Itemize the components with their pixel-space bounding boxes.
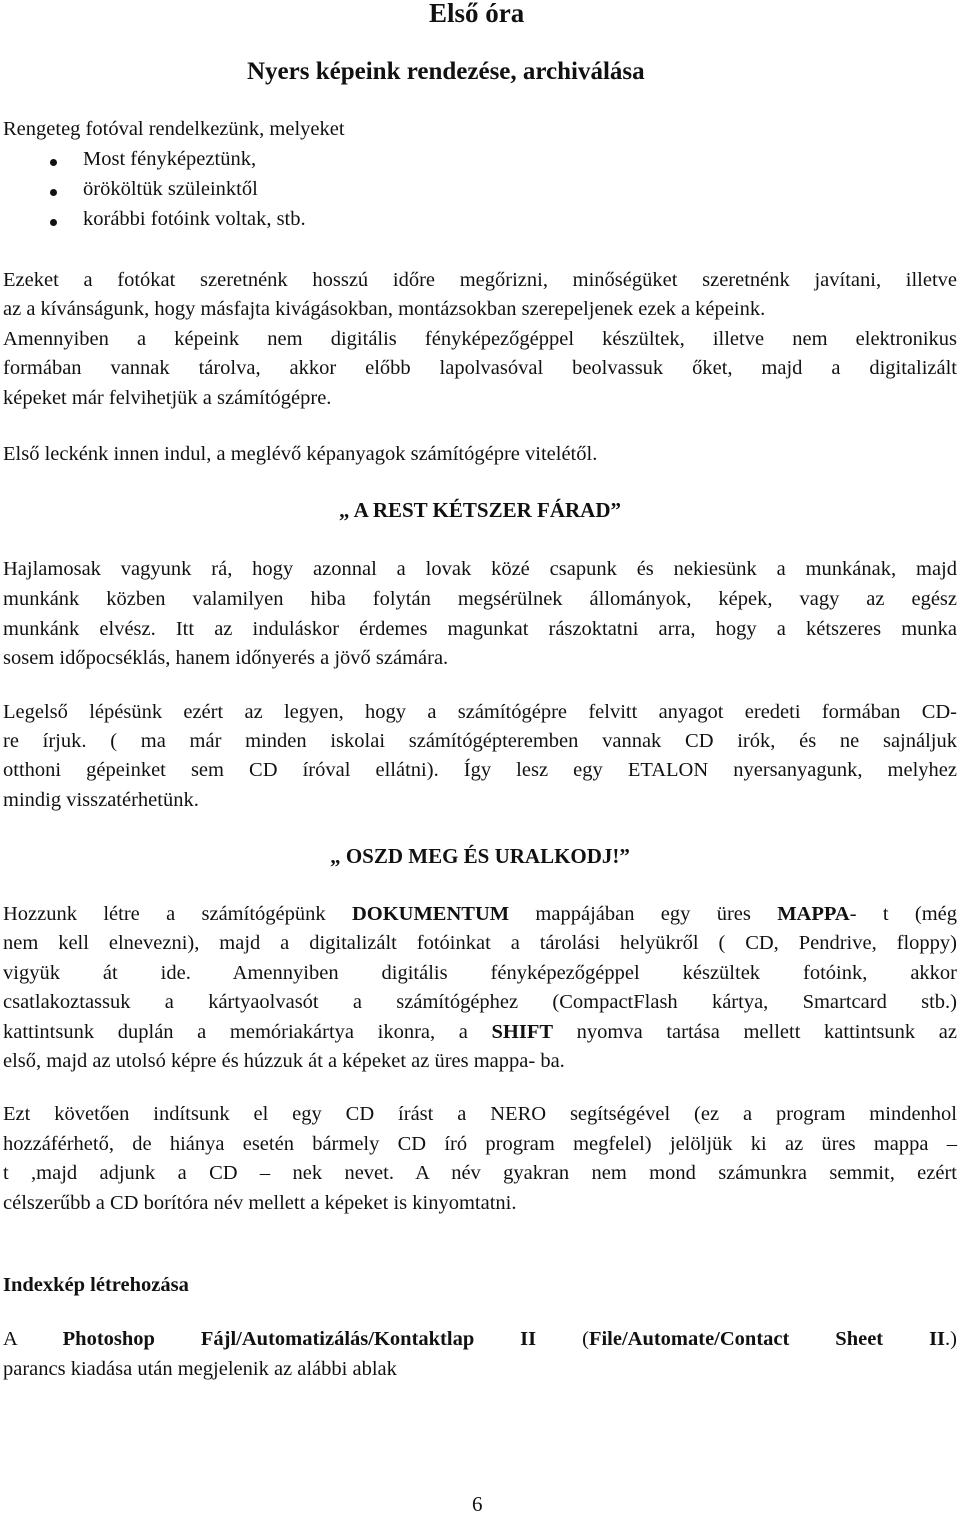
paragraph-line: re írjuk. ( ma már minden iskolai számítógépteremben vannak CD irók, és ne sajnáljuk xyxy=(3,730,957,752)
paragraph-line: az a kívánságunk, hogy másfajta kivágásokban, montázsokban szerepeljenek ezek a képeink. xyxy=(3,298,766,320)
motto-heading: „ A REST KÉTSZER FÁRAD” xyxy=(338,498,622,522)
paragraph-line: t ,majd adjunk a CD – nek nevet. A név gyakran nem mond számunkra semmit, ezért xyxy=(3,1162,957,1184)
paragraph-line: mindig visszatérhetünk. xyxy=(3,789,199,811)
intro-text: Rengeteg fotóval rendelkezünk, melyeket xyxy=(3,118,345,140)
paragraph-line: első, majd az utolsó képre és húzzuk át a képeket az üres mappa- ba. xyxy=(3,1050,565,1072)
paragraph-line: Ezeket a fotókat szeretnénk hosszú időre megőrizni, minőségüket szeretnénk javítani, illetve xyxy=(3,269,957,291)
section-heading: Indexkép létrehozása xyxy=(3,1274,189,1296)
paragraph-line: Ezt követően indítsunk el egy CD írást a NERO segítségével (ez a program mindenhol xyxy=(3,1103,957,1125)
bold-term: Photoshop Fájl/Automatizálás/Kontaktlap II xyxy=(62,1328,537,1350)
bullet-icon xyxy=(50,219,57,226)
bullet-icon xyxy=(50,159,57,166)
paragraph-line: vigyük át ide. Amennyiben digitális fényképezőgéppel készültek fotóink, akkor xyxy=(3,962,957,984)
bold-term: File/Automate/Contact Sheet II xyxy=(588,1328,946,1350)
list-item: örököltük szüleinktől xyxy=(83,178,258,200)
list-item: Most fényképeztünk, xyxy=(83,148,257,170)
paragraph-line: nem kell elnevezni), majd a digitalizált fotóinkat a tárolási helyükről ( CD, Pendrive, floppy) xyxy=(3,932,957,954)
paragraph-line: A Photoshop Fájl/Automatizálás/Kontaktlap II (File/Automate/Contact Sheet II.) xyxy=(3,1328,957,1350)
paragraph-line: formában vannak tárolva, akkor előbb lapolvasóval beolvassuk őket, majd a digitalizált xyxy=(3,357,957,379)
paragraph-line: kattintsunk duplán a memóriakártya ikonra, a SHIFT nyomva tartása mellett kattintsunk az xyxy=(3,1021,957,1043)
bullet-icon xyxy=(50,189,57,196)
paragraph-line: munkánk közben valamilyen hiba folytán megsérülnek állományok, képek, vagy az egész xyxy=(3,588,957,610)
list-item: korábbi fotóink voltak, stb. xyxy=(83,208,306,230)
paragraph-line: munkánk elvész. Itt az induláskor érdemes magunkat rászoktatni arra, hogy a kétszeres munka xyxy=(3,618,957,640)
paragraph-line: hozzáférhető, de hiánya esetén bármely CD író program megfelel) jelöljük ki az üres mappa – xyxy=(3,1133,957,1155)
paragraph-line: parancs kiadása után megjelenik az alábbi ablak xyxy=(3,1358,397,1380)
paragraph-line: Első leckénk innen indul, a meglévő képanyagok számítógépre vitelétől. xyxy=(3,443,598,465)
paragraph-line: sosem időpocséklás, hanem időnyerés a jövő számára. xyxy=(3,647,449,669)
paragraph-line: célszerűbb a CD borítóra név mellett a képeket is kinyomtatni. xyxy=(3,1192,517,1214)
paragraph-line: Hajlamosak vagyunk rá, hogy azonnal a lovak közé csapunk és nekiesünk a munkának, majd xyxy=(3,558,957,580)
paragraph-line: Amennyiben a képeink nem digitális fényképezőgéppel készültek, illetve nem elektronikus xyxy=(3,328,957,350)
bold-term: DOKUMENTUM xyxy=(351,903,510,925)
bold-term: SHIFT xyxy=(491,1021,554,1043)
motto-heading: „ OSZD MEG ÉS URALKODJ!” xyxy=(330,844,630,868)
page-number: 6 xyxy=(472,1492,483,1516)
paragraph-line: csatlakoztassuk a kártyaolvasót a számítógéphez (CompactFlash kártya, Smartcard stb.) xyxy=(3,991,957,1013)
paragraph-line: Legelső lépésünk ezért az legyen, hogy a számítógépre felvitt anyagot eredeti formában CD- xyxy=(3,701,957,723)
page-subtitle: Nyers képeink rendezése, archiválása xyxy=(247,58,645,85)
bold-term: MAPPA xyxy=(777,903,850,925)
paragraph-line: képeket már felvihetjük a számítógépre. xyxy=(3,387,332,409)
page-title: Első óra xyxy=(429,0,525,28)
paragraph-line: Hozzunk létre a számítógépünk DOKUMENTUM mappájában egy üres MAPPA- t (még xyxy=(3,903,957,925)
paragraph-line: otthoni gépeinket sem CD íróval ellátni). Így lesz egy ETALON nyersanyagunk, melyhez xyxy=(3,759,957,781)
